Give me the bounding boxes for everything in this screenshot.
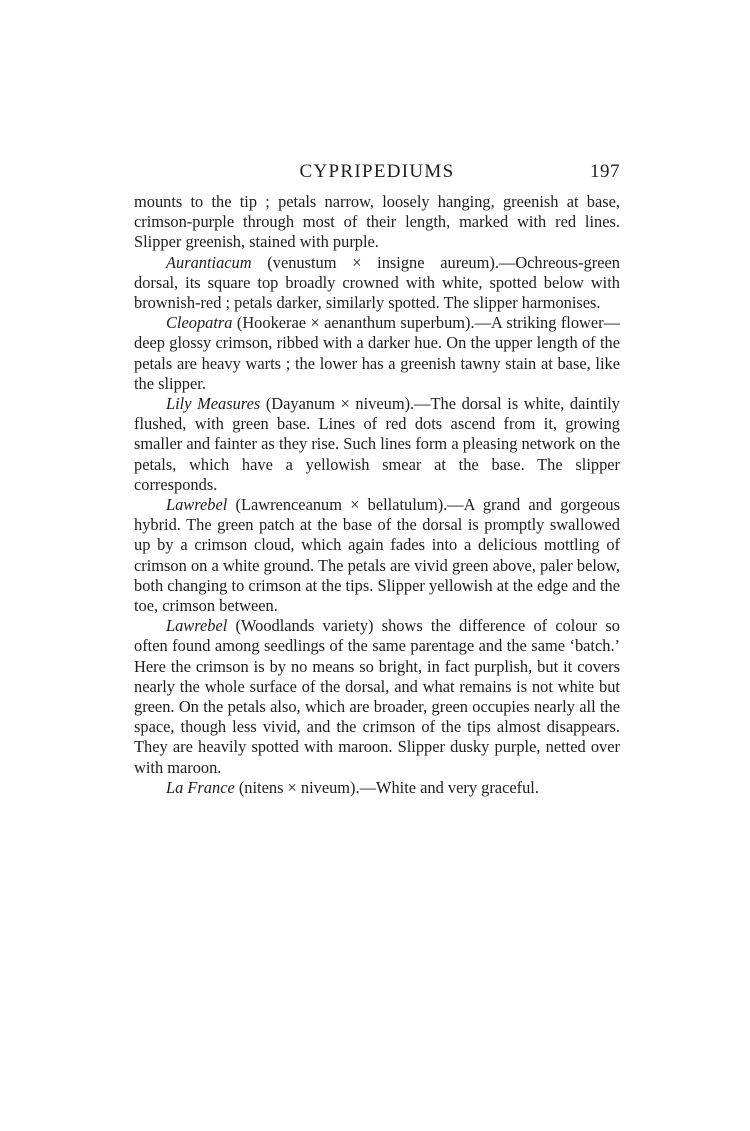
- paragraph-aurantiacum: [134, 253, 620, 314]
- paragraph-text: (venustum × insigne aureum).—Ochreous-green dorsal, its square top broadly crowned with white, spotted below with brownish-red ; petals darker, similarly spotted. The slipper harmonises.: [134, 252, 620, 313]
- paragraph-text: (Dayanum × niveum).—The dorsal is white, daintily flushed, with green base. Lines of red dots ascend from it, growing smaller and fainter as they rise. Such lines form a pleasing network on the petals, which have a yellowish smear at the base. The slipper corresponds.: [134, 394, 620, 494]
- paragraph-lily-measures: [134, 394, 620, 495]
- hybrid-name: Aurantiacum: [166, 252, 252, 272]
- running-title: CYPRIPEDIUMS: [299, 161, 455, 182]
- paragraph-lawrebel-woodlands: [134, 616, 620, 778]
- paragraph-text: (Lawrenceanum × bellatulum).—A grand and gorgeous hybrid. The green patch at the base of the dorsal is promptly swallowed up by a crimson cloud, which again fades into a delicious mottling of crimson on a white ground. The petals are vivid green above, paler below, both changing to crimson at the tips. Slipper yellowish at the edge and the toe, crimson between.: [134, 495, 620, 616]
- hybrid-name: Cleopatra: [166, 313, 233, 333]
- paragraph-text: (nitens × niveum).—White and very graceful.: [234, 777, 539, 797]
- hybrid-name: Lawrebel: [166, 616, 228, 636]
- paragraph-text: (Woodlands variety) shows the difference of colour so often found among seedlings of the same parentage and the same ‘batch.’ Here the crimson is by no means so bright, in fact purplish, but it covers nearly the whole surface of the dorsal, and what remains is not white but green. On the petals also, which are broader, green occupies nearly all the space, though less vivid, and the crimson of the tips almost disappears. They are heavily spotted with maroon. Slipper dusky purple, netted over with maroon.: [134, 616, 620, 777]
- hybrid-name: Lawrebel: [166, 495, 228, 515]
- running-head: [134, 160, 620, 186]
- paragraph-lawrebel: [134, 495, 620, 616]
- paragraph-cleopatra: [134, 313, 620, 394]
- hybrid-name: La France: [166, 777, 235, 797]
- paragraph-text: (Hookerae × aenanthum superbum).—A striking flower—deep glossy crimson, ribbed with a darker hue. On the upper length of the petals are heavy warts ; the lower has a greenish tawny stain at base, like the slipper.: [134, 313, 620, 393]
- paragraph-text: mounts to the tip ; petals narrow, loosely hanging, greenish at base, crimson-purple through most of their length, marked with red lines. Slipper greenish, stained with purple.: [134, 192, 620, 252]
- paragraph-la-france: [134, 778, 620, 798]
- body-text: [134, 192, 620, 798]
- paragraph-continuation: [134, 192, 620, 253]
- page-number: 197: [590, 161, 620, 182]
- hybrid-name: Lily Measures: [166, 394, 261, 414]
